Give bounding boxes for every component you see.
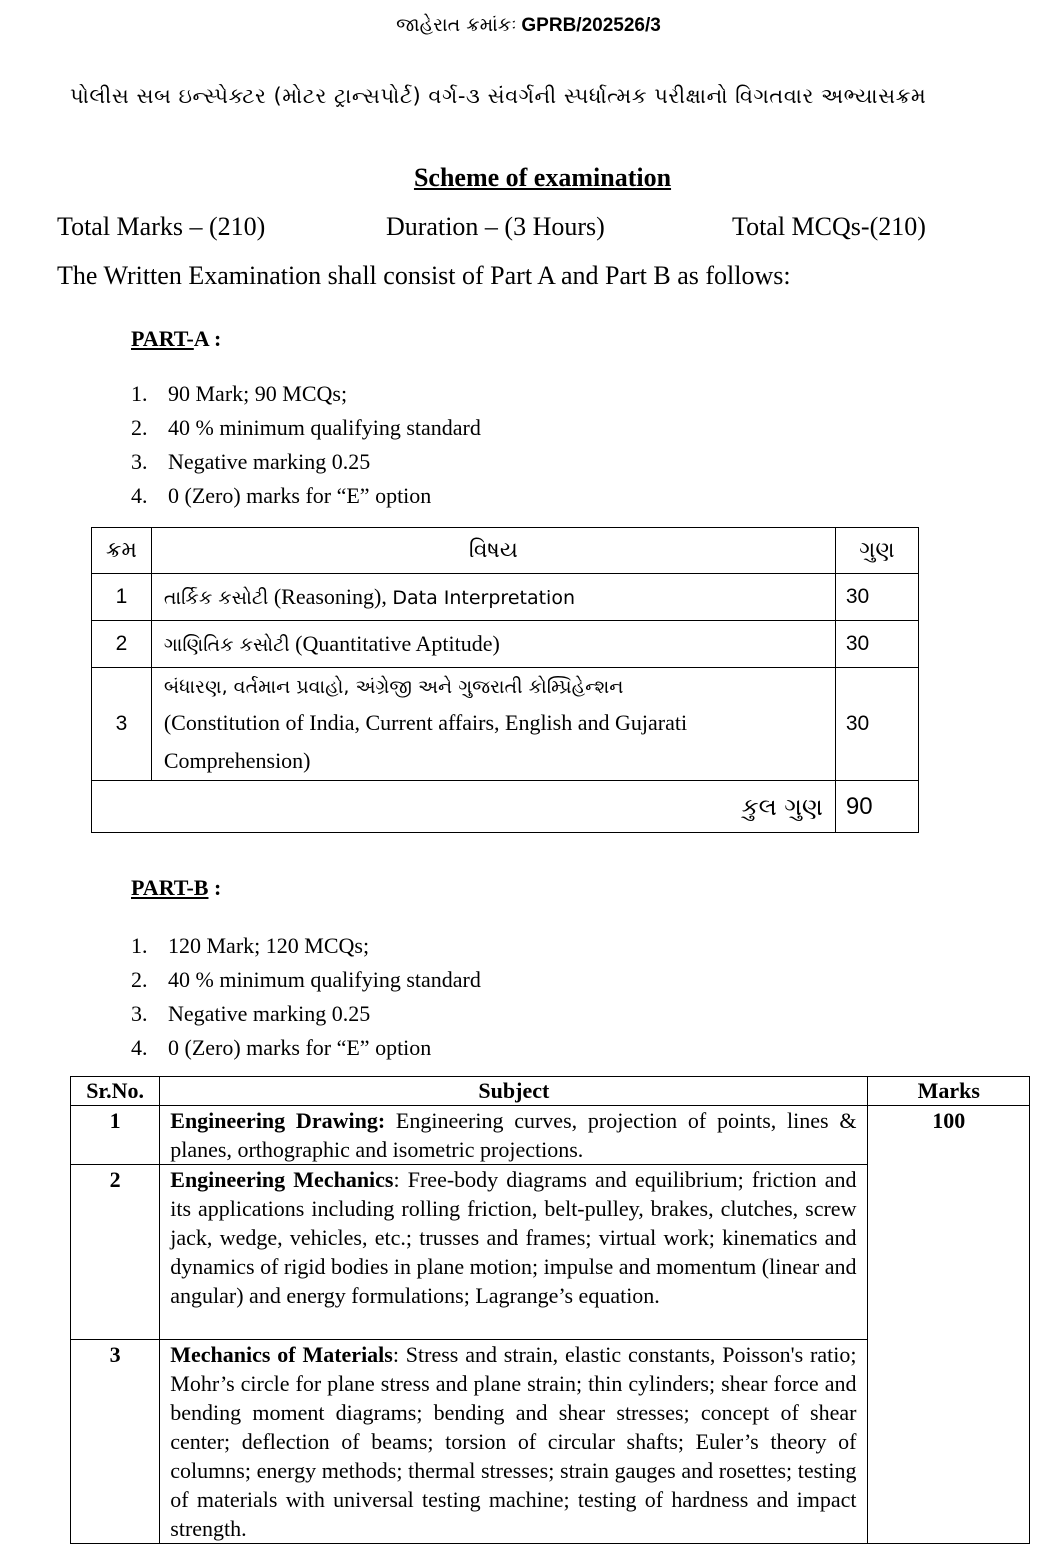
gujarati-title: પોલીસ સબ ઇન્સ્પેક્ટર (મોટર ટ્રાન્સપોર્ટ) વર્ગ-૩ સંવર્ગની સ્પર્ધાત્મક પરીક્ષાનો વિગતવાર અભ્યાસક્રમ — [70, 84, 927, 108]
list-item — [131, 963, 481, 997]
advertisement-code: GPRB/202526/3 — [521, 15, 661, 36]
row-marks: 30 — [835, 574, 918, 621]
list-number: 1. — [131, 933, 148, 958]
list-item — [131, 479, 481, 513]
list-text: 40 % minimum qualifying standard — [168, 415, 481, 440]
row-subject — [151, 668, 835, 781]
total-marks: Total Marks – (210) — [57, 212, 266, 241]
list-text: 0 (Zero) marks for “E” option — [168, 483, 432, 508]
row-subject — [160, 1165, 868, 1340]
row-sr: 2 — [71, 1165, 160, 1340]
table-row — [92, 668, 919, 781]
scheme-heading: Scheme of examination — [413, 163, 672, 192]
table-row — [71, 1106, 1030, 1165]
row-sr: 3 — [71, 1340, 160, 1544]
row-sr: 3 — [92, 668, 152, 781]
table-header-row — [92, 528, 919, 574]
list-text: 40 % minimum qualifying standard — [168, 967, 481, 992]
part-b-heading-main: PART-B — [131, 875, 209, 900]
advertisement-number — [0, 14, 1057, 37]
list-number: 2. — [131, 967, 148, 992]
list-number: 4. — [131, 1035, 148, 1060]
row-subject — [151, 621, 835, 668]
list-text: 0 (Zero) marks for “E” option — [168, 1035, 432, 1060]
intro-text: The Written Examination shall consist of Part A and Part B as follows: — [57, 261, 791, 290]
table-row — [92, 621, 919, 668]
subject-gujarati: તાર્કિક કસોટી — [163, 587, 269, 609]
subject-gujarati: બંધારણ, વર્તમાન પ્રવાહો, અંગ્રેજી અને ગુજરાતી કોમ્પ્રિહેન્શન — [163, 676, 624, 698]
total-mcqs: Total MCQs-(210) — [732, 212, 926, 241]
subject-gujarati: ગાણિતિક કસોટી — [163, 634, 290, 656]
subject-title: Engineering Drawing: — [170, 1108, 386, 1133]
part-a-heading-letter: A : — [193, 326, 222, 351]
list-item — [131, 411, 481, 445]
column-header-sr: Sr.No. — [71, 1077, 160, 1106]
part-b-heading-suffix: : — [208, 875, 222, 900]
list-number: 4. — [131, 483, 148, 508]
table-header-row — [71, 1077, 1030, 1106]
row-sr: 1 — [92, 574, 152, 621]
list-text: Negative marking 0.25 — [168, 1001, 371, 1026]
list-item — [131, 445, 481, 479]
part-b-table — [70, 1076, 1030, 1544]
list-text: Negative marking 0.25 — [168, 449, 371, 474]
list-item — [131, 1031, 481, 1065]
subject-english: (Reasoning), — [273, 584, 387, 609]
list-text: 90 Mark; 90 MCQs; — [168, 381, 348, 406]
advertisement-label: જાહેરાત ક્રમાંકઃ — [396, 14, 517, 36]
subject-title: Mechanics of Materials — [170, 1342, 393, 1367]
duration: Duration – (3 Hours) — [386, 212, 605, 241]
part-a-heading-main: PART- — [131, 326, 194, 351]
part-a-heading — [131, 326, 221, 352]
table-total-row — [92, 781, 919, 833]
list-item — [131, 997, 481, 1031]
list-number: 3. — [131, 1001, 148, 1026]
total-label: કુલ ગુણ — [92, 781, 836, 833]
total-value: 90 — [835, 781, 918, 833]
column-header-subject: વિષય — [151, 528, 835, 574]
subject-text: : Stress and strain, elastic constants, Poisson's ratio; Mohr’s circle for plane stress and plane strain; thin cylinders; shear force and bending moment diagrams; bending and shear stresses; concept of shear center; deflection of beams; torsion of circular shafts; Euler’s theory of columns; energy methods; thermal stresses; strain gauges and rosettes; testing of materials with universal testing machine; testing of hardness and impact strength. — [170, 1342, 857, 1541]
marks-value: 100 — [868, 1106, 1030, 1544]
part-b-heading — [131, 875, 221, 901]
column-header-sr: ક્રમ — [92, 528, 152, 574]
row-marks: 30 — [835, 668, 918, 781]
subject-english: (Quantitative Aptitude) — [295, 631, 500, 656]
list-item — [131, 377, 481, 411]
row-subject — [160, 1106, 868, 1165]
list-number: 3. — [131, 449, 148, 474]
subject-title: Engineering Mechanics — [170, 1167, 394, 1192]
column-header-marks: Marks — [868, 1077, 1030, 1106]
part-a-table — [91, 527, 919, 833]
subject-text: : Free-body diagrams and equilibrium; friction and its applications including rolling friction, belt-pulley, brakes, clutches, screw jack, wedge, vehicles, etc.; trusses and frames; virtual work; kinematics and dynamics of rigid bodies in plane motion; impulse and momentum (linear and angular) and energy formulations; Lagrange’s equation. — [170, 1167, 857, 1308]
row-subject — [151, 574, 835, 621]
list-text: 120 Mark; 120 MCQs; — [168, 933, 370, 958]
list-number: 2. — [131, 415, 148, 440]
part-a-rules — [131, 377, 481, 513]
table-row — [92, 574, 919, 621]
row-subject — [160, 1340, 868, 1544]
list-item — [131, 929, 481, 963]
subject-text: Engineering curves, projection of points, lines & planes, orthographic and isometric projections. — [170, 1108, 857, 1162]
row-marks: 30 — [835, 621, 918, 668]
list-number: 1. — [131, 381, 148, 406]
column-header-marks: ગુણ — [835, 528, 918, 574]
row-sr: 2 — [92, 621, 152, 668]
part-b-rules — [131, 929, 481, 1065]
column-header-subject: Subject — [160, 1077, 868, 1106]
row-sr: 1 — [71, 1106, 160, 1165]
subject-extra: Data Interpretation — [392, 587, 575, 609]
subject-english: (Constitution of India, Current affairs, English and Gujarati Comprehension) — [163, 710, 688, 773]
